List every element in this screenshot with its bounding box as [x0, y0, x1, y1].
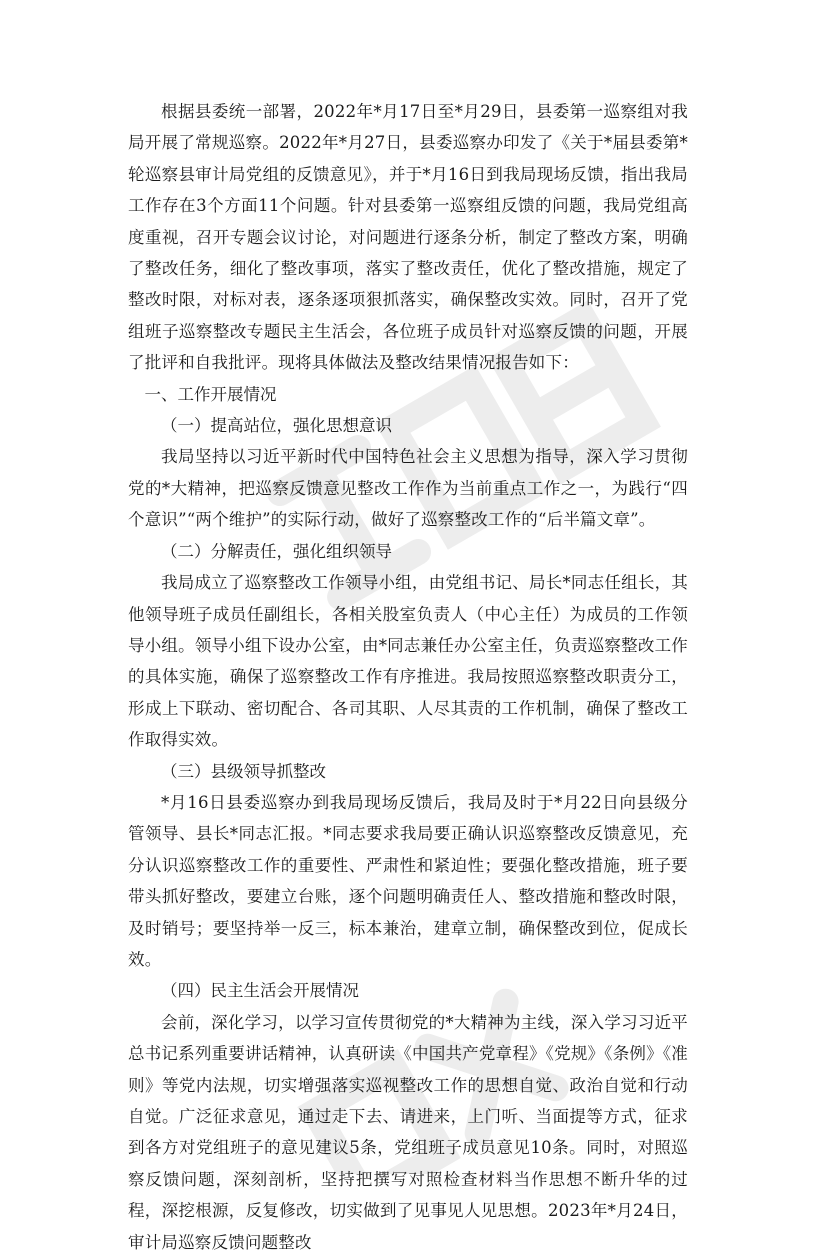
subsection-heading: （三）县级领导抓整改	[161, 761, 326, 781]
body-paragraph: *月16日县委巡察办到我局现场反馈后，我局及时于*月22日向县级分管领导、县长*同志汇报。*同志要求我局要正确认识巡察整改反馈意见，充分认识巡察整改工作的重要性、严肃性和紧迫性；要强化整改措施，班子要带头抓好整改，要建立台账，逐个问题明确责任人、整改措施和整改时限，及时销号；要坚持举一反三，标本兼治，建章立制，确保整改到位，促成长效。	[128, 792, 688, 969]
document-body	[128, 96, 688, 1258]
body-paragraph: 我局坚持以习近平新时代中国特色社会主义思想为指导，深入学习贯彻党的*大精神，把巡察反馈意见整改工作作为当前重点工作之一，为践行“四个意识”“两个维护”的实际行动，做好了巡察整改工作的“后半篇文章”。	[128, 447, 688, 530]
body-paragraph: 我局成立了巡察整改工作领导小组，由党组书记、局长*同志任组长，其他领导班子成员任副组长，各相关股室负责人（中心主任）为成员的工作领导小组。领导小组下设办公室，由*同志兼任办公室主任，负责巡察整改工作的具体实施，确保了巡察整改工作有序推进。我局按照巡察整改职责分工，形成上下联动、密切配合、各司其职、人尽其责的工作机制，确保了整改工作取得实效。	[128, 573, 688, 750]
body-paragraph: 根据县委统一部署，2022年*月17日至*月29日，县委第一巡察组对我局开展了常规巡察。2022年*月27日，县委巡察办印发了《关于*届县委第*轮巡察县审计局党组的反馈意见》，并于*月16日到我局现场反馈，指出我局工作存在3个方面11个问题。针对县委第一巡察组反馈的问题，我局党组高度重视，召开专题会议讨论，对问题进行逐条分析，制定了整改方案，明确了整改任务，细化了整改事项，落实了整改责任，优化了整改措施，规定了整改时限，对标对表，逐条逐项狠抓落实，确保整改实效。同时，召开了党组班子巡察整改专题民主生活会，各位班子成员针对巡察反馈的问题，开展了批评和自我批评。现将具体做法及整改结果情况报告如下：	[128, 102, 688, 373]
subsection-heading: （二）分解责任，强化组织领导	[161, 541, 392, 561]
body-paragraph: 会前，深化学习，以学习宣传贯彻党的*大精神为主线，深入学习习近平总书记系列重要讲话精神，认真研读《中国共产党章程》《党规》《条例》《准则》等党内法规，切实增强落实巡视整改工作的思想自觉、政治自觉和行动自觉。广泛征求意见，通过走下去、请进来，上门听、当面提等方式，征求到各方对党组班子的意见建议5条，党组班子成员意见10条。同时，对照巡察反馈问题，深刻剖析，坚持把撰写对照检查材料当作思想不断升华的过程，深挖根源，反复修改，切实做到了见事见人见思想。2023年*月24日，审计局巡察反馈问题整改	[128, 1012, 688, 1252]
subsection-heading: （一）提高站位，强化思想意识	[161, 416, 392, 436]
section-heading: 一、工作开展情况	[144, 384, 277, 404]
subsection-heading: （四）民主生活会开展情况	[161, 981, 359, 1001]
